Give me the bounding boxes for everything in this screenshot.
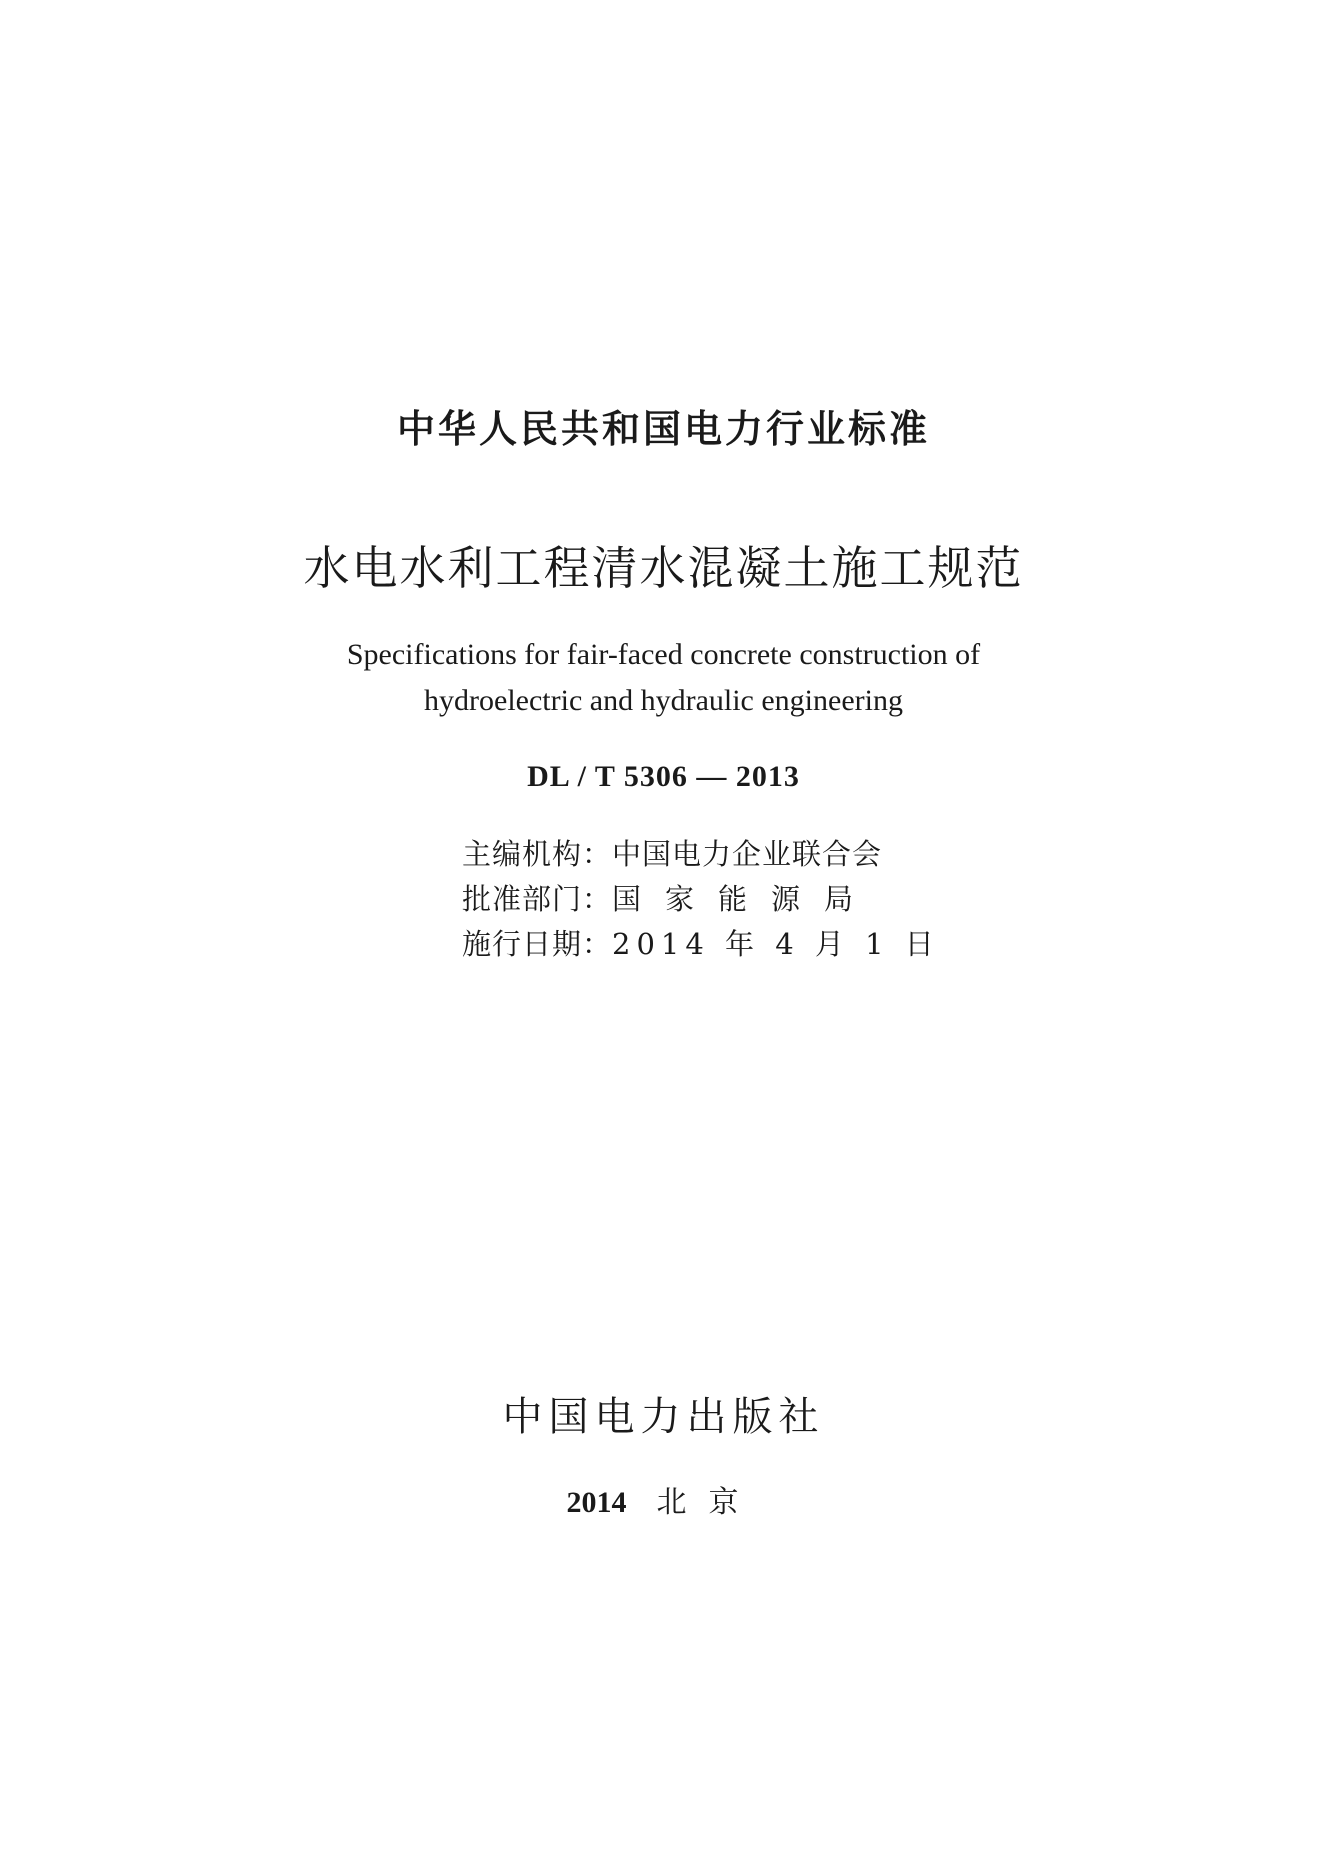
english-title-line-2: hydroelectric and hydraulic engineering (424, 684, 903, 717)
editor-label: 主编机构： (462, 837, 613, 871)
standard-code: DL / T 5306 — 2013 (527, 760, 800, 793)
approver-row (462, 877, 940, 922)
publication-year: 2014 (566, 1486, 627, 1519)
effective-date-label: 施行日期： (462, 927, 613, 961)
publisher-name: 中国电力出版社 (502, 1394, 825, 1440)
publication-place (0, 1477, 1327, 1521)
publication-city: 北京 (656, 1485, 761, 1520)
editor-row (462, 832, 940, 877)
approver-label: 批准部门： (462, 882, 613, 916)
standard-metadata (462, 832, 940, 967)
approver-value: 国家能源局 (612, 882, 878, 916)
english-title (0, 632, 1327, 724)
effective-date-row (462, 922, 940, 967)
editor-value: 中国电力企业联合会 (612, 837, 883, 871)
english-title-line-1: Specifications for fair-faced concrete construction of (346, 638, 981, 671)
effective-date-value: 2014 年 4 月 1 日 (612, 927, 940, 961)
standard-series-title: 中华人民共和国电力行业标准 (396, 407, 930, 451)
document-main-title: 水电水利工程清水混凝土施工规范 (303, 541, 1024, 595)
